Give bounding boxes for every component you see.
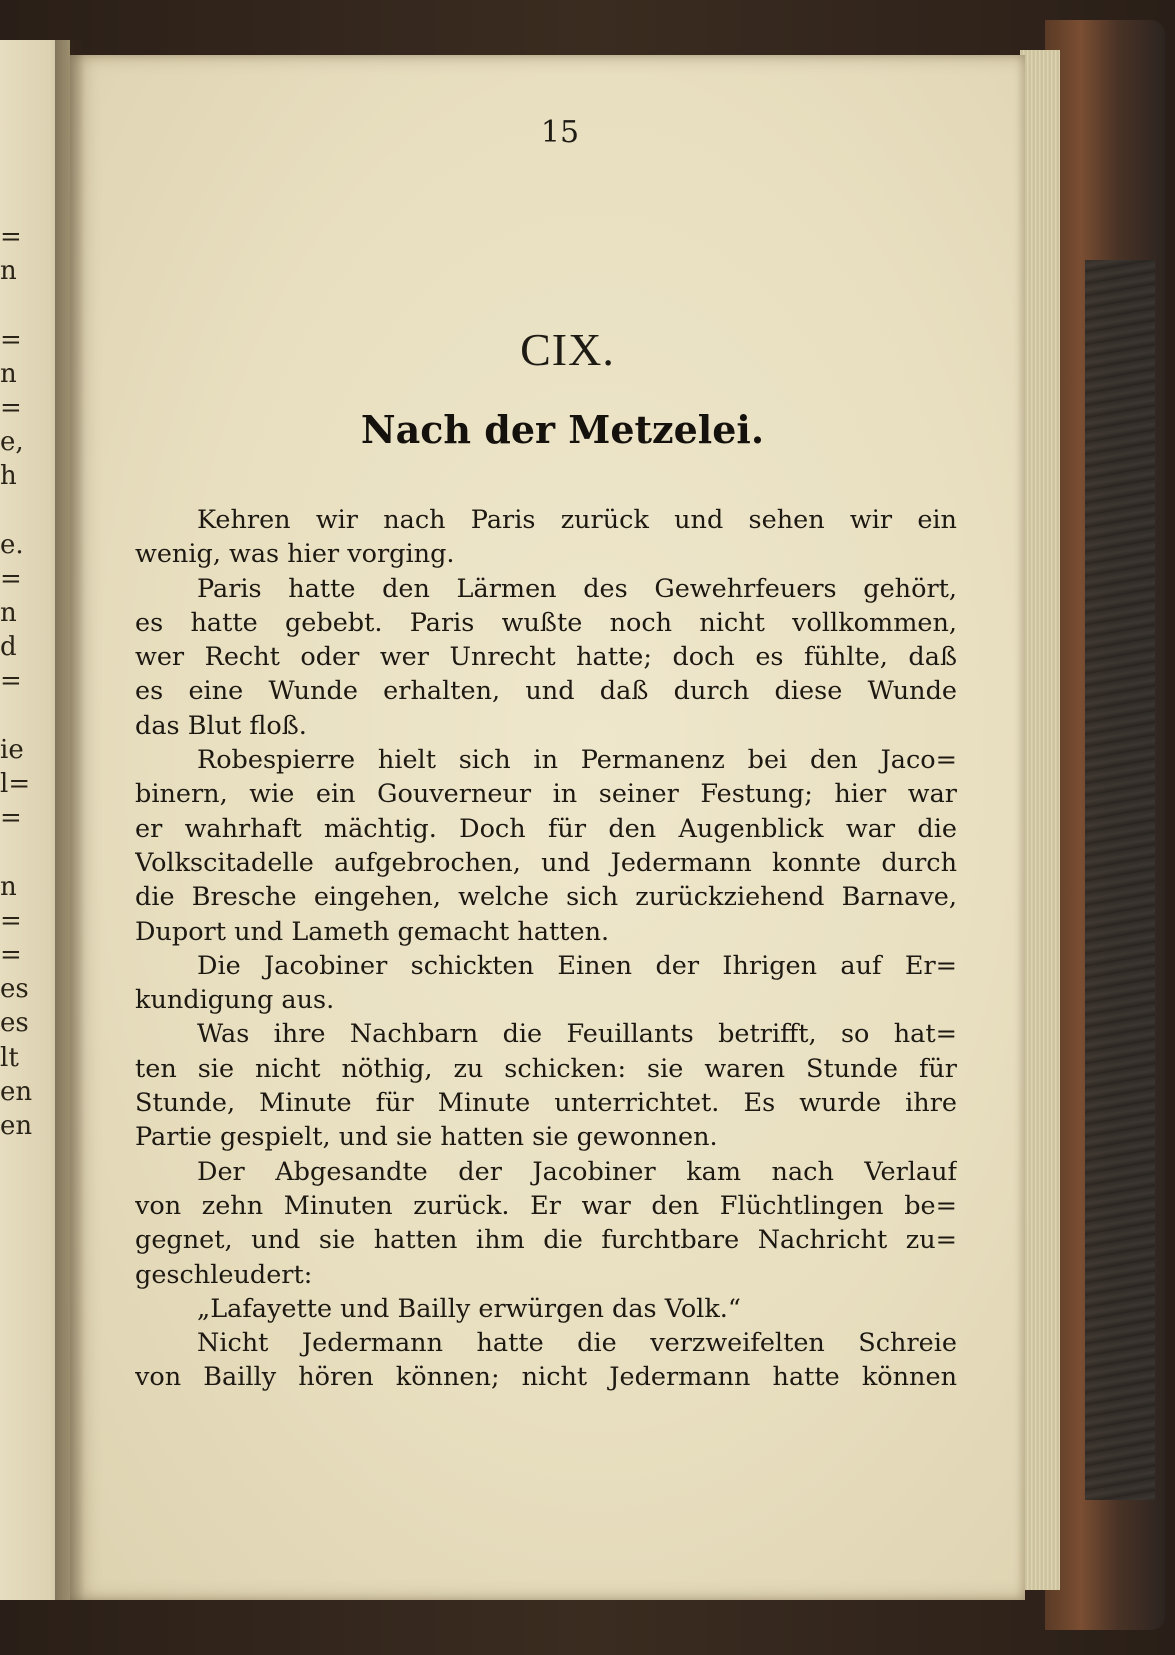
facing-page-fragment: =: [0, 324, 22, 355]
facing-page-fragment: =: [0, 563, 22, 594]
gutter-shadow: [55, 40, 85, 1600]
facing-page-fragment: n: [0, 871, 17, 902]
text-line: er wahrhaft mächtig. Doch für den Augenblick war die: [135, 813, 957, 844]
text-line: das Blut floß.: [135, 710, 307, 741]
book-page: [70, 55, 1025, 1600]
text-line: ten sie nicht nöthig, zu schicken: sie waren Stunde für: [135, 1053, 957, 1084]
text-line: kundigung aus.: [135, 985, 335, 1016]
text-line: wenig, was hier vorging.: [135, 539, 455, 570]
facing-page-fragment: =: [0, 222, 22, 252]
chapter-number: CIX.: [520, 324, 615, 375]
text-line: es hatte gebebt. Paris wußte noch nicht vollkommen,: [135, 607, 957, 638]
text-line: gegnet, und sie hatten ihm die furchtbare Nachricht zu=: [135, 1225, 957, 1256]
text-line: Was ihre Nachbarn die Feuillants betrifft, so hat=: [197, 1019, 957, 1050]
text-line: Paris hatte den Lärmen des Gewehrfeuers gehört,: [197, 573, 957, 604]
facing-page-fragment: e,: [0, 427, 24, 458]
facing-page-fragment: =: [0, 939, 22, 970]
text-line: wer Recht oder wer Unrecht hatte; doch es fühlte, daß: [135, 642, 957, 673]
facing-page-fragment: =: [0, 803, 22, 834]
text-line: Kehren wir nach Paris zurück und sehen wir ein: [197, 505, 957, 535]
facing-page-fragment: =: [0, 392, 22, 423]
page-number: 15: [540, 115, 580, 150]
facing-page-fragment: es: [0, 1008, 29, 1039]
facing-page-fragment: l=: [0, 769, 31, 799]
facing-page-fragment: lt: [0, 1042, 19, 1073]
facing-page-fragment: n: [0, 256, 17, 287]
text-line: Die Jacobiner schickten Einen der Ihrigen auf Er=: [197, 950, 957, 981]
text-line: Duport und Lameth gemacht hatten.: [135, 916, 610, 947]
text-line: „Lafayette und Bailly erwürgen das Volk.“: [197, 1293, 741, 1324]
book-cover: [1045, 20, 1165, 1630]
text-line: geschleudert:: [135, 1259, 313, 1290]
facing-page-fragment: n: [0, 598, 17, 629]
facing-page-fragment: n: [0, 358, 17, 389]
facing-page-fragment: e.: [0, 529, 24, 560]
facing-page-fragment: [0, 288, 40, 322]
facing-page-fragment: [0, 835, 40, 869]
text-line: von Bailly hören können; nicht Jedermann hatte können: [135, 1362, 957, 1393]
facing-page-fragment: en: [0, 1110, 33, 1141]
facing-page-fragment: d: [0, 632, 17, 663]
text-line: es eine Wunde erhalten, und daß durch diese Wunde: [135, 676, 957, 707]
facing-page-fragment: h: [0, 461, 17, 492]
text-line: Partie gespielt, und sie hatten sie gewonnen.: [135, 1122, 718, 1153]
text-line: Der Abgesandte der Jacobiner kam nach Verlauf: [197, 1156, 957, 1187]
text-line: die Bresche eingehen, welche sich zurückziehend Barnave,: [135, 882, 957, 913]
facing-page-fragment: en: [0, 1076, 33, 1107]
text-line: von zehn Minuten zurück. Er war den Flüchtlingen be=: [135, 1190, 957, 1221]
facing-page-fragment: ie: [0, 734, 24, 765]
text-line: Robespierre hielt sich in Permanenz bei den Jaco=: [197, 745, 957, 776]
facing-page-fragment: es: [0, 974, 29, 1005]
facing-page-fragment: [0, 699, 40, 733]
text-line: Volkscitadelle aufgebrochen, und Jedermann konnte durch: [135, 847, 957, 878]
facing-page-fragment: =: [0, 666, 22, 697]
facing-page-fragment: =: [0, 905, 22, 936]
facing-page-text: [0, 220, 40, 1143]
text-line: Nicht Jedermann hatte die verzweifelten Schreie: [197, 1328, 957, 1359]
text-line: Stunde, Minute für Minute unterrichtet. Es wurde ihre: [135, 1088, 957, 1119]
text-line: binern, wie ein Gouverneur in seiner Festung; hier war: [135, 779, 957, 810]
facing-page-fragment: [0, 494, 40, 528]
leather-spine: [1085, 260, 1155, 1500]
chapter-title: Nach der Metzelei.: [360, 407, 765, 452]
page-edges: [1020, 50, 1060, 1590]
page-body-text: [135, 503, 957, 1395]
